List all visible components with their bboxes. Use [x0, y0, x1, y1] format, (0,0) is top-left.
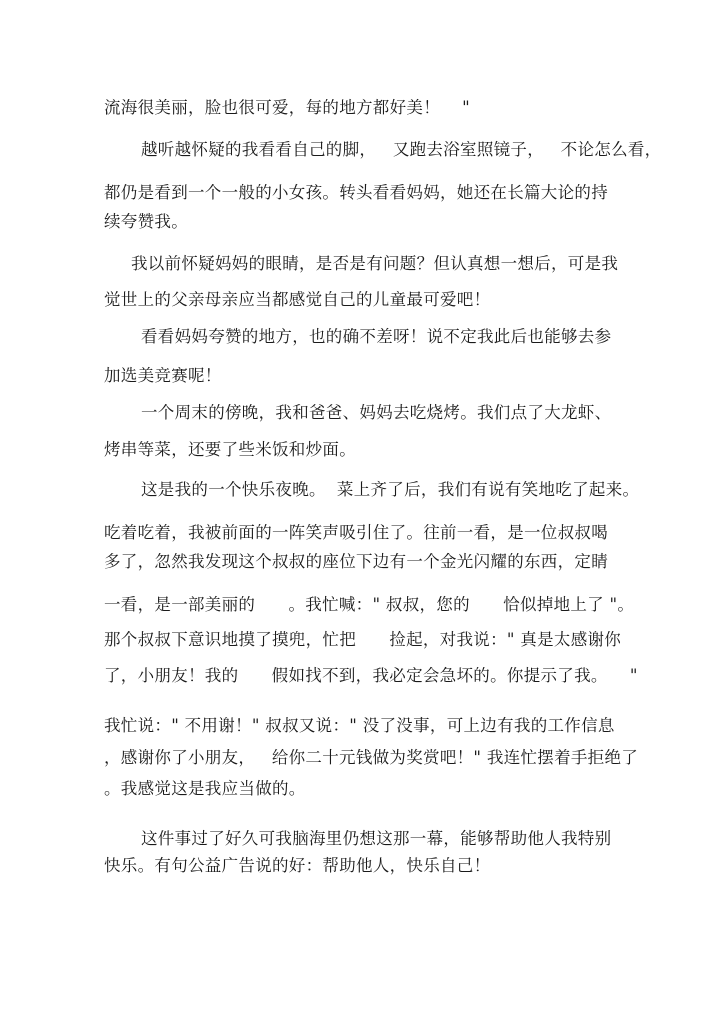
text-line: 这是我的一个快乐夜晚。 菜上齐了后，我们有说有笑地吃了起来。 — [141, 480, 640, 499]
text-line: 这件事过了好久可我脑海里仍想这那一幕，能够帮助他人我特别 — [141, 829, 612, 848]
text-line: 快乐。有句公益广告说的好：帮助他人，快乐自己！ — [104, 856, 491, 875]
text-line: 我忙说：" 不用谢！" 叔叔又说：" 没了没事，可上边有我的工作信息 — [104, 716, 615, 735]
text-line: 续夸赞我。 — [104, 212, 188, 231]
text-line: 了，小朋友！我的 假如找不到，我必定会急坏的。你提示了我。 " — [104, 666, 638, 685]
text-line: 烤串等菜，还要了些米饭和炒面。 — [104, 440, 356, 459]
text-line: 流海很美丽，脸也很可爱，每的地方都好美！ " — [104, 98, 471, 117]
text-line: 吃着吃着，我被前面的一阵笑声吸引住了。往前一看，是一位叔叔喝 — [104, 523, 608, 542]
text-line: 多了，忽然我发现这个叔叔的座位下边有一个金光闪耀的东西，定睛 — [104, 552, 608, 571]
text-line: 。我感觉这是我应当做的。 — [104, 779, 306, 798]
text-line: 那个叔叔下意识地摸了摸兜，忙把 捡起，对我说：" 真是太感谢你 — [104, 630, 622, 649]
text-line: 看看妈妈夸赞的地方，也的确不差呀！说不定我此后也能够去参 — [141, 327, 612, 346]
text-line: 都仍是看到一个一般的小女孩。转头看看妈妈，她还在长篇大论的持 — [104, 183, 608, 202]
text-line: 加选美竞赛呢！ — [104, 366, 222, 385]
text-line: 一看，是一部美丽的 。我忙喊：" 叔叔，您的 恰似掉地上了 "。 — [104, 595, 635, 614]
text-line: 一个周末的傍晚，我和爸爸、妈妈去吃烧烤。我们点了大龙虾、 — [141, 403, 612, 422]
text-line: 越听越怀疑的我看看自己的脚， 又跑去浴室照镜子， 不论怎么看， — [141, 140, 662, 159]
text-line: 我以前怀疑妈妈的眼睛，是否是有问题？但认真想一想后，可是我 — [131, 254, 619, 273]
text-line: 觉世上的父亲母亲应当都感觉自己的儿童最可爱吧！ — [104, 290, 491, 309]
text-line: ，感谢你了小朋友， 给你二十元钱做为奖赏吧！" 我连忙摆着手拒绝了 — [104, 748, 639, 767]
